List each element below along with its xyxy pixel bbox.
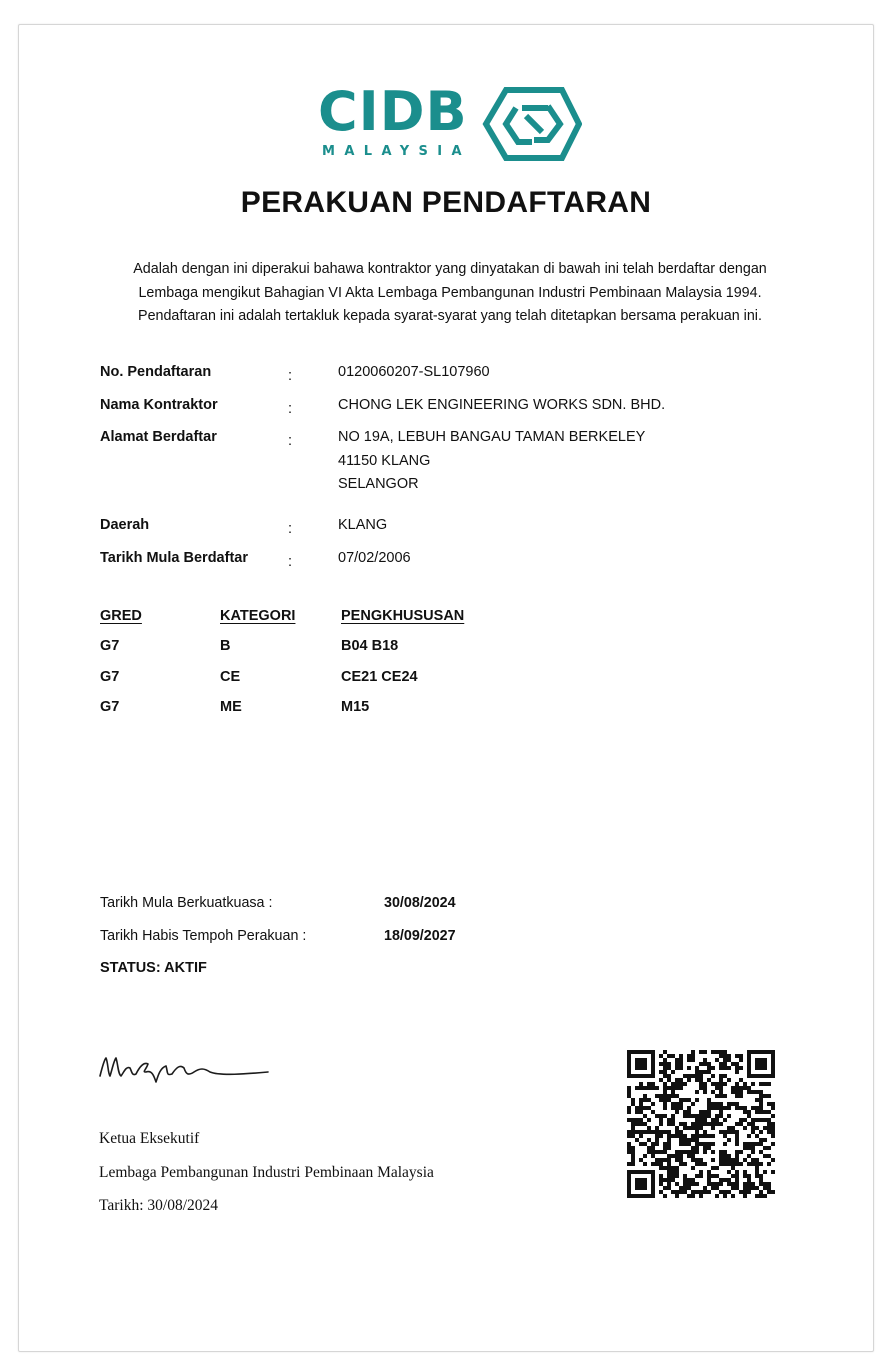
- registered-since-value: 07/02/2006: [338, 550, 411, 566]
- category-cell: CE: [220, 669, 241, 685]
- signatory-position: Ketua Eksekutif: [99, 1130, 200, 1147]
- specialization-cell: CE21 CE24: [341, 669, 418, 685]
- intro-paragraph: [80, 258, 820, 329]
- contractor-name-label: Nama Kontraktor: [100, 397, 218, 413]
- grade-cell: G7: [100, 669, 120, 685]
- address-line: NO 19A, LEBUH BANGAU TAMAN BERKELEY: [338, 429, 646, 445]
- district-value: KLANG: [338, 517, 388, 533]
- certificate-title: PERAKUAN PENDAFTARAN: [240, 186, 652, 219]
- category-cell: ME: [220, 699, 242, 715]
- registered-since-label: Tarikh Mula Berdaftar: [100, 550, 248, 566]
- signatory-organization: Lembaga Pembangunan Industri Pembinaan Malaysia: [99, 1164, 434, 1181]
- qr-code: [627, 1050, 775, 1198]
- expiry-date-value: 18/09/2027: [384, 928, 456, 944]
- cidb-logo: [318, 80, 584, 166]
- colon: :: [288, 554, 293, 570]
- colon: :: [288, 433, 293, 449]
- logo-hexagon-icon: [482, 86, 582, 162]
- specialization-header: PENGKHUSUSAN: [341, 608, 465, 624]
- address-value: [338, 426, 645, 497]
- contractor-name-value: CHONG LEK ENGINEERING WORKS SDN. BHD.: [338, 397, 666, 413]
- effective-date-value: 30/08/2024: [384, 895, 456, 911]
- address-label: Alamat Berdaftar: [100, 429, 217, 445]
- colon: :: [288, 521, 293, 537]
- grade-cell: G7: [100, 699, 120, 715]
- registration-no-label: No. Pendaftaran: [100, 364, 212, 380]
- grade-header: GRED: [100, 608, 142, 624]
- logo-subtext: MALAYSIA: [322, 144, 471, 159]
- grade-cell: G7: [100, 638, 120, 654]
- colon: :: [288, 401, 293, 417]
- address-line: 41150 KLANG: [338, 452, 431, 469]
- colon: :: [288, 368, 293, 384]
- specialization-cell: M15: [341, 699, 370, 715]
- effective-date-label: Tarikh Mula Berkuatkuasa :: [100, 895, 273, 911]
- address-line: SELANGOR: [338, 476, 419, 492]
- category-cell: B: [220, 638, 231, 654]
- signatory-date: Tarikh: 30/08/2024: [99, 1197, 219, 1214]
- status-text: STATUS: AKTIF: [100, 960, 207, 976]
- registration-no-value: 0120060207-SL107960: [338, 364, 490, 380]
- expiry-date-label: Tarikh Habis Tempoh Perakuan :: [100, 928, 307, 944]
- qr-modules: [627, 1050, 775, 1198]
- intro-line: Lembaga mengikut Bahagian VI Akta Lembaga Pembangunan Industri Pembinaan Malaysia 1994.: [138, 284, 762, 301]
- intro-line: Pendaftaran ini adalah tertakluk kepada syarat-syarat yang telah ditetapkan bersama perakuan ini.: [138, 308, 762, 324]
- district-label: Daerah: [100, 517, 150, 533]
- logo-text: CIDB: [318, 80, 468, 143]
- category-header: KATEGORI: [220, 608, 296, 624]
- signature-image: [96, 1046, 276, 1086]
- intro-line: Adalah dengan ini diperakui bahawa kontraktor yang dinyatakan di bawah ini telah berdaftar dengan: [133, 261, 767, 277]
- specialization-cell: B04 B18: [341, 638, 399, 654]
